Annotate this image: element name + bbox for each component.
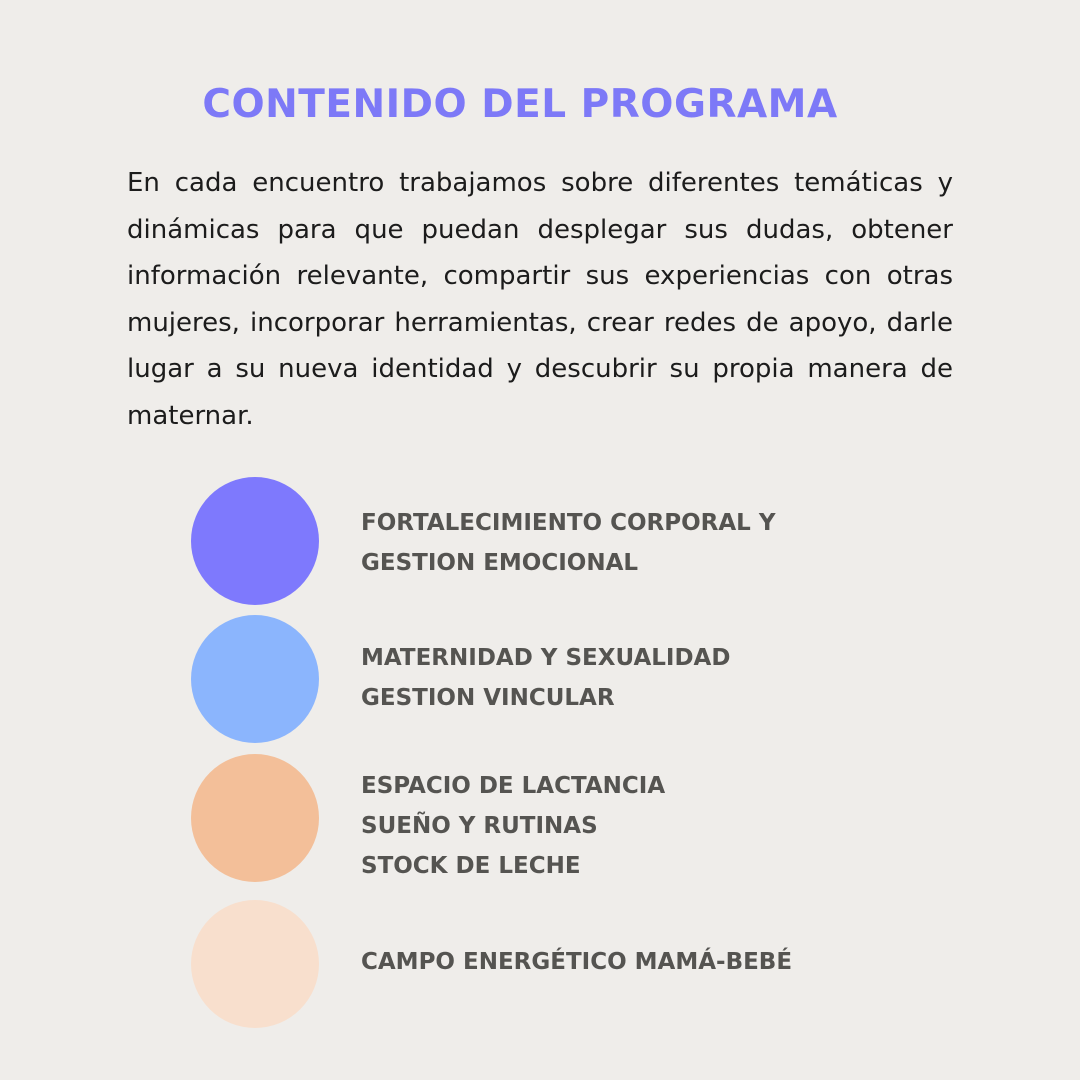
- intro-paragraph: En cada encuentro trabajamos sobre diferentes temáticas y dinámicas para que puedan desplegar sus dudas, obtener información relevante, compartir sus experiencias con otras mujeres, incorporar herramientas, crear redes de apoyo, darle lugar a su nueva identidad y descubrir su propia manera de maternar.: [127, 168, 953, 431]
- page-title: CONTENIDO DEL PROGRAMA: [202, 82, 838, 127]
- topic-label: GESTION EMOCIONAL: [361, 550, 639, 576]
- topic-item-1: [361, 503, 1021, 583]
- topic-circle-2: [191, 615, 319, 743]
- topic-label: STOCK DE LECHE: [361, 853, 581, 879]
- topic-label: GESTION VINCULAR: [361, 685, 615, 711]
- topic-label: MATERNIDAD Y SEXUALIDAD: [361, 645, 731, 671]
- topic-label: FORTALECIMIENTO CORPORAL Y: [361, 510, 776, 536]
- topic-item-3: [361, 766, 1021, 886]
- topic-label: ESPACIO DE LACTANCIA: [361, 773, 666, 799]
- topic-item-4: [361, 942, 1021, 982]
- topic-circle-1: [191, 477, 319, 605]
- topic-label: SUEÑO Y RUTINAS: [361, 813, 598, 839]
- topic-item-2: [361, 638, 1021, 718]
- topic-label: CAMPO ENERGÉTICO MAMÁ-BEBÉ: [361, 949, 793, 975]
- topic-circle-3: [191, 754, 319, 882]
- topic-circle-4: [191, 900, 319, 1028]
